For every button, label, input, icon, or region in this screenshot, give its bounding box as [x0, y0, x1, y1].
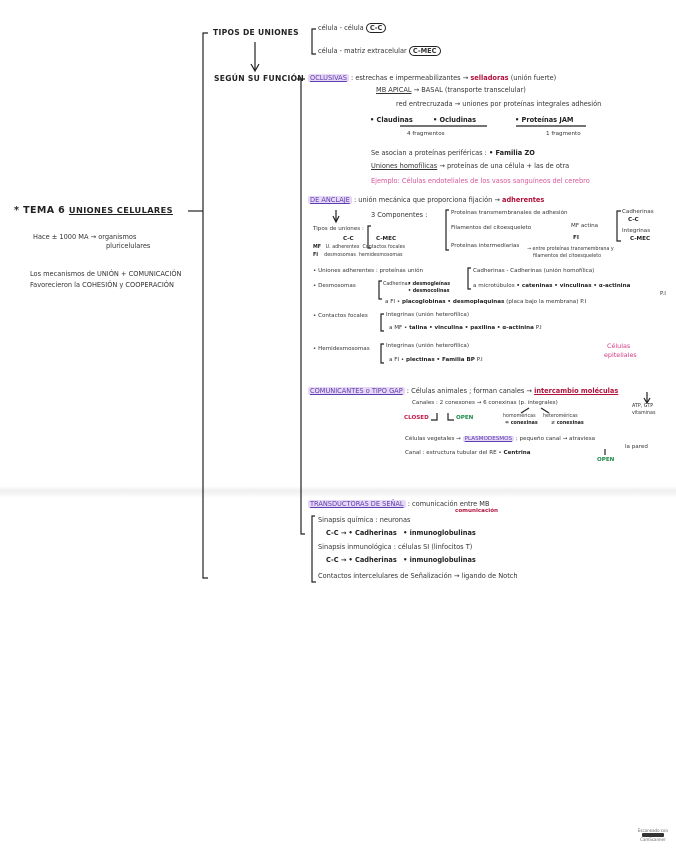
- comunicantes-desc: : Células animales ; forman canales →: [406, 387, 532, 395]
- uniones-homofilicas: Uniones homofílicas: [371, 162, 438, 170]
- homo-conexinas: = conexinas: [505, 421, 538, 426]
- claudinas: • Claudinas: [370, 116, 413, 124]
- hetero-conexinas: ≠ conexinas: [551, 421, 584, 426]
- des-fi-line: [385, 299, 586, 306]
- oclusivas-label: OCLUSIVAS: [310, 74, 347, 82]
- cadherinas-comp: Cadherinas: [622, 209, 654, 215]
- tipos-cc: [318, 24, 386, 32]
- ua-cateninas: • cateninas: [516, 283, 553, 289]
- transductoras-line-1: [308, 500, 490, 508]
- conexones: 2 conexones → 6 conexinas (p. integrales): [439, 400, 558, 406]
- intro-line-3: Los mecanismos de UNIÓN + COMUNICACIÓN: [30, 270, 182, 278]
- oclusivas-fuerte: (unión fuerte): [510, 74, 557, 82]
- paxilina: • paxilina: [464, 325, 496, 331]
- hd-fi: a FI •: [389, 357, 405, 363]
- intro-line-1: Hace ± 1000 MA → organismos: [33, 233, 137, 241]
- canales-label: Canales :: [412, 400, 438, 406]
- segun-heading: SEGÚN SU FUNCIÓN: [214, 74, 305, 83]
- ocludinas: • Ocludinas: [433, 116, 477, 124]
- cadherinas-cc: C-C: [628, 217, 639, 223]
- oclusivas-selladoras: selladoras: [470, 74, 509, 82]
- alfa-actinina: • α-actinina: [496, 325, 534, 331]
- placa-membrana: (placa bajo la membrana) P.I: [506, 299, 587, 305]
- title-tema: TEMA 6: [23, 205, 66, 216]
- adherentes: adherentes: [502, 196, 545, 204]
- desmocolinas: • desmocolinas: [408, 289, 450, 294]
- sq-cadherinas: • Cadherinas: [348, 529, 397, 537]
- vegetales-line: [405, 436, 595, 443]
- canal-estructura: Canal : estructura tubular del RE •: [405, 450, 502, 456]
- row-desmosomas: desmosomas: [324, 253, 356, 258]
- plasmodesmos: PLASMODESMOS: [464, 436, 513, 442]
- ua-pi: P.I: [660, 291, 666, 297]
- sinapsis-quimica: Sinapsis química : neuronas: [318, 516, 411, 524]
- cf-line: [389, 325, 542, 332]
- title-bullet: *: [14, 205, 20, 216]
- sinapsis-inmuno-detalle: [326, 556, 476, 564]
- tipos-cm-text: célula - matriz extracelular: [318, 47, 407, 55]
- tipos-col-cmec: C-MEC: [376, 236, 397, 242]
- tipos-cc-box: C-C: [366, 23, 387, 33]
- intercambio-moleculas: intercambio moléculas: [534, 387, 619, 395]
- desmogleinas: • desmogleínas: [408, 282, 451, 287]
- uniones-adherentes: • Uniones adherentes : proteínas unión: [313, 268, 424, 274]
- celulas-epiteliales-2: epiteliales: [604, 351, 637, 359]
- talina: talina: [409, 325, 428, 331]
- row-contactos: Contactos focales: [362, 245, 406, 250]
- si-cadherinas: • Cadherinas: [348, 556, 397, 564]
- ua-vinculinas: • vinculinas: [554, 283, 592, 289]
- homofilicas-desc: → proteínas de una célula + las de otra: [439, 162, 570, 170]
- fragmentos-1: 1 fragmento: [546, 131, 581, 137]
- mb-apical: MB APICAL: [376, 86, 412, 94]
- heteromericas: heteroméricas: [543, 414, 578, 419]
- integrinas-cmec: C-MEC: [630, 236, 651, 242]
- comunicantes-label: COMUNICANTES o TIPO GAP: [310, 387, 403, 395]
- canal-line: [405, 450, 531, 457]
- homomericas: homoméricas: [503, 414, 536, 419]
- oclusivas-ejemplo: Ejemplo: Células endoteliales de los vasos sanguíneos del cerebro: [371, 177, 590, 185]
- main-title: [14, 206, 173, 215]
- intro-line-2: pluricelulares: [106, 242, 151, 250]
- perifericas-text: Se asocian a proteínas periféricas :: [371, 149, 487, 157]
- row-mf: MF: [313, 245, 322, 250]
- anclaje-desc: : unión mecánica que proporciona fijación →: [353, 196, 500, 204]
- canales-line: [412, 400, 558, 407]
- sinapsis-quimica-detalle: [326, 529, 476, 537]
- mb-basal: → BASAL (transporte transcelular): [413, 86, 526, 94]
- centrina: Centrina: [503, 450, 531, 456]
- familia-zo: • Familia ZO: [489, 149, 535, 157]
- transductoras-desc: : comunicación entre MB: [407, 500, 490, 508]
- hd-integrinas: Integrinas (unión heterofílica): [386, 343, 470, 349]
- anclaje-label: DE ANCLAJE: [310, 196, 350, 204]
- scanner-label: Escaneado con: [637, 828, 668, 833]
- componente-2: Filamentos del citoesqueleto: [451, 225, 532, 231]
- anclaje-line-1: [308, 196, 544, 204]
- sq-cc: C-C →: [326, 529, 347, 537]
- title-name: UNIONES CELULARES: [68, 205, 173, 215]
- contactos-focales: • Contactos focales: [313, 313, 368, 319]
- plectinas: plectinas: [405, 357, 435, 363]
- cf-integrinas: Integrinas (unión heterofílica): [386, 312, 470, 318]
- tipos-uniones-label: Tipos de uniones :: [313, 226, 364, 232]
- pequeno-canal: ; pequeño canal → atraviesa: [515, 436, 596, 442]
- si-cc: C-C →: [326, 556, 347, 564]
- atp-gtp: ATP, GTP: [632, 404, 654, 409]
- componentes-label: 3 Componentes :: [371, 211, 428, 219]
- sinapsis-inmunologica: Sinapsis inmunológica : células SI (linfocitos T): [318, 543, 473, 551]
- comunicacion-label: comunicación: [455, 508, 499, 514]
- row-fi: FI: [313, 253, 319, 258]
- vinculina: • vinculina: [428, 325, 463, 331]
- transductoras-label: TRANSDUCTORAS DE SEÑAL: [310, 500, 404, 508]
- sq-inmunoglobulinas: • inmunoglobulinas: [403, 529, 476, 537]
- ua-micro: a microtúbulos: [473, 283, 515, 289]
- open-label-2: OPEN: [597, 457, 615, 463]
- tipos-col-cc: C-C: [343, 236, 354, 242]
- mf-actina: MF actina: [571, 223, 599, 229]
- tipos-cm: [318, 47, 441, 55]
- oclusivas-line-2: [376, 86, 526, 94]
- hd-line: [389, 357, 483, 364]
- camscanner-badge: [638, 829, 668, 842]
- cadherinas-cadherinas: Cadherinas - Cadherinas (unión homofílica): [473, 268, 595, 274]
- row-uadherentes: U. adherentes: [325, 245, 360, 250]
- celulas-vegetales: Células vegetales →: [405, 436, 461, 442]
- oclusivas-line-3: red entrecruzada → uniones por proteínas integrales adhesión: [396, 100, 602, 108]
- oclusivas-desc: : estrechas e impermeabilizantes →: [351, 74, 469, 82]
- tipos-heading: TIPOS DE UNIONES: [213, 28, 299, 37]
- ua-microtubulos: [473, 283, 630, 290]
- open-label: OPEN: [456, 415, 474, 421]
- tipos-row-fi: [313, 253, 403, 259]
- placoglobinas: placoglobinas: [401, 299, 446, 305]
- hd-pi: P.I: [476, 357, 483, 363]
- si-inmunoglobulinas: • inmunoglobulinas: [403, 556, 476, 564]
- desmoplaquinas: • desmoplaquinas: [447, 299, 505, 305]
- vitaminas: vitaminas: [632, 411, 656, 416]
- proteinas-jam: • Proteínas JAM: [515, 116, 574, 124]
- celulas-epiteliales-1: Células: [607, 342, 631, 350]
- familia-bp: • Familia BP: [436, 357, 475, 363]
- closed-label: CLOSED: [404, 415, 429, 421]
- hemidesmosomas: • Hemidesmosomas: [313, 346, 370, 352]
- tipos-cc-text: célula - célula: [318, 24, 364, 32]
- la-pared: la pared: [625, 444, 648, 450]
- des-fi: a FI •: [385, 299, 401, 305]
- ua-actinina: • α-actinina: [593, 283, 631, 289]
- oclusivas-line-1: [308, 74, 556, 82]
- cf-pi: P.I: [535, 325, 542, 331]
- entre-proteinas-1: → entre proteínas transmembrana y: [527, 247, 614, 252]
- oclusivas-line-7: [371, 162, 569, 170]
- tipos-cm-box: C-MEC: [409, 46, 441, 56]
- des-cadherinas: Cadherinas :: [383, 282, 414, 287]
- desmosomas: • Desmosomas: [313, 283, 356, 289]
- componente-1: Proteínas transmembranales de adhesión: [451, 210, 568, 216]
- tipos-row-mf: [313, 245, 405, 251]
- comunicantes-line-1: [308, 387, 618, 395]
- fi-label: FI: [573, 235, 579, 241]
- integrinas-comp: Integrinas: [622, 228, 651, 234]
- row-hemidesmosomas: hemidesmosomas: [358, 253, 403, 258]
- intro-line-4: Favorecieron la COHESIÓN y COOPERACIÓN: [30, 281, 174, 289]
- componente-3: Proteínas intermediarias: [451, 243, 520, 249]
- camscanner-app: CamScanner: [640, 837, 666, 842]
- entre-proteinas-2: filamentos del citoesqueleto: [533, 254, 602, 259]
- cf-mf: a MF •: [389, 325, 408, 331]
- fragmentos-4: 4 fragmentos: [407, 131, 445, 137]
- contactos-senalizacion: Contactos intercelulares de Señalización → ligando de Notch: [318, 572, 518, 580]
- oclusivas-line-6: [371, 149, 535, 157]
